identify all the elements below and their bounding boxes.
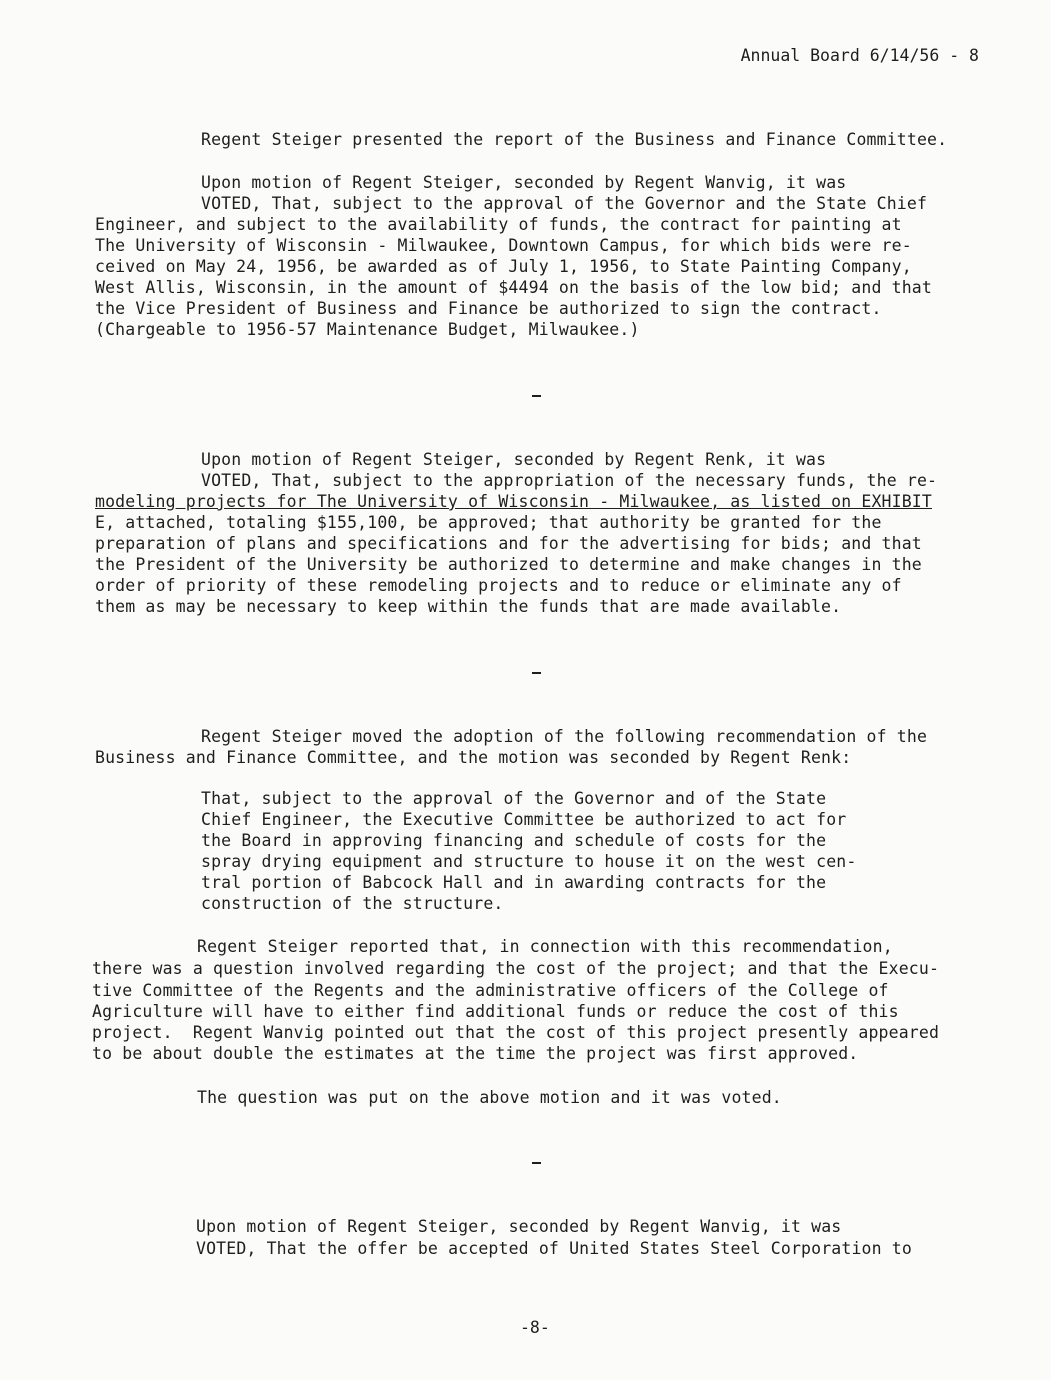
text-line: Business and Finance Committee, and the motion was seconded by Regent Renk: — [95, 748, 852, 767]
text-line: The question was put on the above motion and it was voted. — [197, 1088, 782, 1107]
text-line: the Vice President of Business and Finance be authorized to sign the contract. — [95, 299, 882, 318]
section-separator — [532, 672, 541, 674]
text-line: order of priority of these remodeling projects and to reduce or eliminate any of — [95, 576, 902, 595]
text-line: preparation of plans and specifications and for the advertising for bids; and that — [95, 534, 922, 553]
text-line: tive Committee of the Regents and the administrative officers of the College of — [92, 981, 889, 1000]
text-line: to be about double the estimates at the time the project was first approved. — [92, 1044, 859, 1063]
text-line: modeling projects for The University of Wisconsin - Milwaukee, as listed on EXHIBIT — [95, 492, 932, 511]
text-line: E, attached, totaling $155,100, be approved; that authority be granted for the — [95, 513, 882, 532]
section-separator — [532, 1162, 541, 1164]
running-head: Annual Board 6/14/56 - 8 — [740, 46, 979, 65]
text-line: tral portion of Babcock Hall and in awarding contracts for the — [201, 873, 827, 892]
text-line: Upon motion of Regent Steiger, seconded by Regent Renk, it was — [201, 450, 827, 469]
text-line: Agriculture will have to either find additional funds or reduce the cost of this — [92, 1002, 899, 1021]
text-line: The University of Wisconsin - Milwaukee, Downtown Campus, for which bids were re- — [95, 236, 912, 255]
text-line: construction of the structure. — [201, 894, 504, 913]
text-line: VOTED, That, subject to the appropriation of the necessary funds, the re- — [201, 471, 938, 490]
text-line: Upon motion of Regent Steiger, seconded by Regent Wanvig, it was — [201, 173, 847, 192]
text-line: VOTED, That the offer be accepted of United States Steel Corporation to — [196, 1239, 912, 1258]
text-line: Engineer, and subject to the availability of funds, the contract for painting at — [95, 215, 902, 234]
text-line: Chief Engineer, the Executive Committee be authorized to act for — [201, 810, 847, 829]
text-line: West Allis, Wisconsin, in the amount of $4494 on the basis of the low bid; and that — [95, 278, 932, 297]
text-line: Upon motion of Regent Steiger, seconded by Regent Wanvig, it was — [196, 1217, 842, 1236]
text-line: VOTED, That, subject to the approval of the Governor and the State Chief — [201, 194, 928, 213]
text-line: there was a question involved regarding the cost of the project; and that the Execu- — [92, 959, 940, 978]
text-line: the Board in approving financing and schedule of costs for the — [201, 831, 827, 850]
text-line: them as may be necessary to keep within the funds that are made available. — [95, 597, 842, 616]
text-line: spray drying equipment and structure to house it on the west cen- — [201, 852, 857, 871]
text-line: (Chargeable to 1956-57 Maintenance Budget, Milwaukee.) — [95, 320, 640, 339]
page-number: -8- — [520, 1318, 550, 1337]
text-line: the President of the University be authorized to determine and make changes in the — [95, 555, 922, 574]
section-separator — [532, 395, 541, 397]
text-line: Regent Steiger reported that, in connection with this recommendation, — [197, 937, 893, 956]
text-line: ceived on May 24, 1956, be awarded as of July 1, 1956, to State Painting Company, — [95, 257, 912, 276]
text-line: project. Regent Wanvig pointed out that the cost of this project presently appeared — [92, 1023, 940, 1042]
text-line: Regent Steiger moved the adoption of the following recommendation of the — [201, 727, 928, 746]
text-line: That, subject to the approval of the Governor and of the State — [201, 789, 827, 808]
text-line: Regent Steiger presented the report of the Business and Finance Committee. — [201, 130, 948, 149]
